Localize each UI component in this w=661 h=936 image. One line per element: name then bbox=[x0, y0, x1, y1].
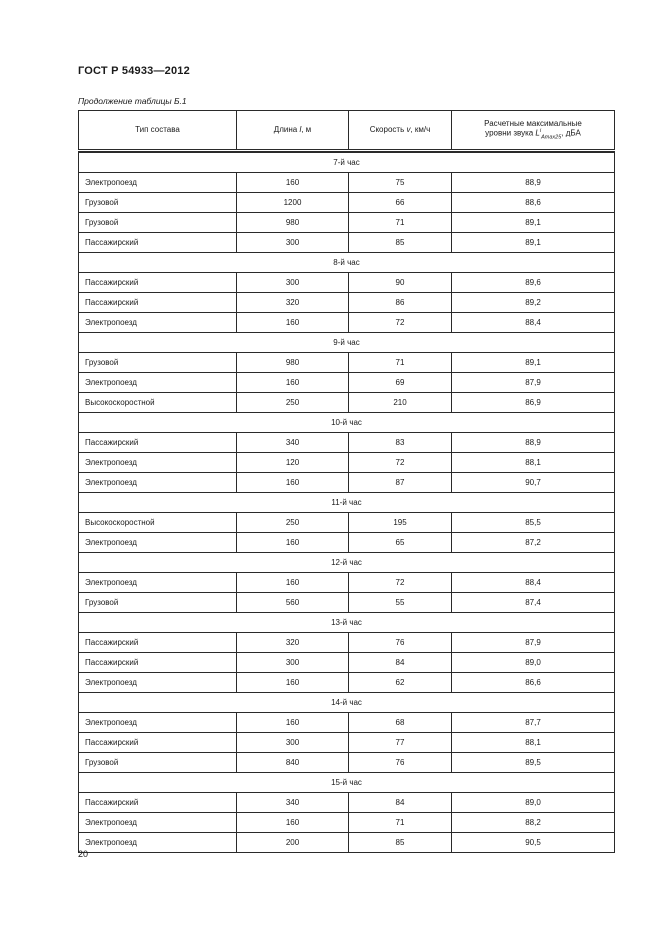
cell-length: 160 bbox=[237, 173, 349, 193]
cell-speed: 72 bbox=[349, 313, 452, 333]
cell-length: 160 bbox=[237, 373, 349, 393]
cell-sound-level: 89,6 bbox=[452, 273, 615, 293]
hour-label: 7-й час bbox=[79, 153, 615, 173]
cell-train-type: Грузовой bbox=[79, 353, 237, 373]
cell-train-type: Грузовой bbox=[79, 193, 237, 213]
hour-group-row bbox=[79, 773, 615, 793]
cell-train-type: Пассажирский bbox=[79, 293, 237, 313]
table-row bbox=[79, 653, 615, 673]
cell-speed: 85 bbox=[349, 833, 452, 853]
page-number: 20 bbox=[78, 849, 89, 859]
cell-sound-level: 89,1 bbox=[452, 213, 615, 233]
cell-length: 300 bbox=[237, 733, 349, 753]
hour-label: 12-й час bbox=[79, 553, 615, 573]
table-row bbox=[79, 433, 615, 453]
cell-speed: 71 bbox=[349, 813, 452, 833]
table-row bbox=[79, 713, 615, 733]
table-caption: Продолжение таблицы Б.1 bbox=[78, 96, 187, 106]
table-row bbox=[79, 633, 615, 653]
cell-length: 250 bbox=[237, 513, 349, 533]
cell-speed: 86 bbox=[349, 293, 452, 313]
cell-speed: 71 bbox=[349, 213, 452, 233]
hour-group-row bbox=[79, 413, 615, 433]
cell-train-type: Электропоезд bbox=[79, 453, 237, 473]
column-header-length: Длина l, м bbox=[237, 111, 349, 151]
cell-train-type: Электропоезд bbox=[79, 673, 237, 693]
cell-speed: 77 bbox=[349, 733, 452, 753]
cell-length: 320 bbox=[237, 633, 349, 653]
hour-group-row bbox=[79, 693, 615, 713]
cell-length: 160 bbox=[237, 713, 349, 733]
cell-train-type: Электропоезд bbox=[79, 473, 237, 493]
cell-speed: 66 bbox=[349, 193, 452, 213]
hour-label: 14-й час bbox=[79, 693, 615, 713]
cell-train-type: Пассажирский bbox=[79, 273, 237, 293]
cell-length: 340 bbox=[237, 433, 349, 453]
cell-train-type: Высокоскоростной bbox=[79, 513, 237, 533]
cell-sound-level: 89,1 bbox=[452, 233, 615, 253]
cell-length: 840 bbox=[237, 753, 349, 773]
cell-train-type: Грузовой bbox=[79, 753, 237, 773]
table-row bbox=[79, 753, 615, 773]
cell-train-type: Грузовой bbox=[79, 593, 237, 613]
cell-speed: 195 bbox=[349, 513, 452, 533]
table-row bbox=[79, 813, 615, 833]
cell-length: 300 bbox=[237, 233, 349, 253]
cell-train-type: Грузовой bbox=[79, 213, 237, 233]
cell-train-type: Пассажирский bbox=[79, 633, 237, 653]
hour-group-row bbox=[79, 253, 615, 273]
cell-sound-level: 88,2 bbox=[452, 813, 615, 833]
cell-speed: 72 bbox=[349, 573, 452, 593]
cell-length: 200 bbox=[237, 833, 349, 853]
cell-speed: 65 bbox=[349, 533, 452, 553]
table-body bbox=[79, 153, 615, 853]
hour-group-row bbox=[79, 493, 615, 513]
cell-sound-level: 89,0 bbox=[452, 653, 615, 673]
table-row bbox=[79, 453, 615, 473]
table-row bbox=[79, 793, 615, 813]
cell-train-type: Высокоскоростной bbox=[79, 393, 237, 413]
column-header-type: Тип состава bbox=[79, 111, 237, 151]
cell-train-type: Пассажирский bbox=[79, 653, 237, 673]
cell-sound-level: 89,0 bbox=[452, 793, 615, 813]
cell-sound-level: 87,7 bbox=[452, 713, 615, 733]
column-header-sound-level: Расчетные максимальные уровни звука $L^i_{Amax25}$, дБА bbox=[452, 111, 615, 151]
hour-label: 9-й час bbox=[79, 333, 615, 353]
cell-train-type: Электропоезд bbox=[79, 573, 237, 593]
table-row bbox=[79, 313, 615, 333]
column-header-speed: Скорость v, км/ч bbox=[349, 111, 452, 151]
table-row bbox=[79, 173, 615, 193]
cell-length: 320 bbox=[237, 293, 349, 313]
cell-sound-level: 88,1 bbox=[452, 733, 615, 753]
cell-sound-level: 88,9 bbox=[452, 173, 615, 193]
cell-length: 120 bbox=[237, 453, 349, 473]
hour-group-row bbox=[79, 153, 615, 173]
cell-sound-level: 87,4 bbox=[452, 593, 615, 613]
cell-speed: 75 bbox=[349, 173, 452, 193]
cell-speed: 69 bbox=[349, 373, 452, 393]
cell-train-type: Пассажирский bbox=[79, 793, 237, 813]
cell-sound-level: 90,7 bbox=[452, 473, 615, 493]
cell-speed: 76 bbox=[349, 633, 452, 653]
cell-sound-level: 88,4 bbox=[452, 573, 615, 593]
cell-speed: 84 bbox=[349, 793, 452, 813]
table-row bbox=[79, 513, 615, 533]
table-row bbox=[79, 293, 615, 313]
hour-label: 10-й час bbox=[79, 413, 615, 433]
cell-speed: 72 bbox=[349, 453, 452, 473]
table-row bbox=[79, 273, 615, 293]
cell-train-type: Электропоезд bbox=[79, 173, 237, 193]
document-title: ГОСТ Р 54933—2012 bbox=[78, 65, 190, 77]
cell-length: 1200 bbox=[237, 193, 349, 213]
cell-length: 160 bbox=[237, 813, 349, 833]
hour-group-row bbox=[79, 553, 615, 573]
table-row bbox=[79, 733, 615, 753]
table-header bbox=[79, 111, 615, 153]
cell-speed: 76 bbox=[349, 753, 452, 773]
hour-label: 8-й час bbox=[79, 253, 615, 273]
cell-sound-level: 87,2 bbox=[452, 533, 615, 553]
cell-train-type: Электропоезд bbox=[79, 833, 237, 853]
cell-length: 160 bbox=[237, 573, 349, 593]
cell-length: 560 bbox=[237, 593, 349, 613]
cell-sound-level: 88,1 bbox=[452, 453, 615, 473]
cell-sound-level: 86,9 bbox=[452, 393, 615, 413]
hour-group-row bbox=[79, 333, 615, 353]
cell-sound-level: 87,9 bbox=[452, 633, 615, 653]
cell-length: 340 bbox=[237, 793, 349, 813]
cell-speed: 55 bbox=[349, 593, 452, 613]
hour-group-row bbox=[79, 613, 615, 633]
cell-sound-level: 85,5 bbox=[452, 513, 615, 533]
cell-sound-level: 87,9 bbox=[452, 373, 615, 393]
table-row bbox=[79, 213, 615, 233]
cell-length: 300 bbox=[237, 273, 349, 293]
cell-speed: 90 bbox=[349, 273, 452, 293]
table-row bbox=[79, 573, 615, 593]
table-row bbox=[79, 233, 615, 253]
cell-train-type: Электропоезд bbox=[79, 813, 237, 833]
cell-train-type: Пассажирский bbox=[79, 433, 237, 453]
cell-train-type: Пассажирский bbox=[79, 233, 237, 253]
table-row bbox=[79, 393, 615, 413]
cell-length: 160 bbox=[237, 533, 349, 553]
cell-speed: 68 bbox=[349, 713, 452, 733]
hour-label: 13-й час bbox=[79, 613, 615, 633]
cell-train-type: Пассажирский bbox=[79, 733, 237, 753]
cell-train-type: Электропоезд bbox=[79, 713, 237, 733]
table-row bbox=[79, 673, 615, 693]
cell-sound-level: 88,9 bbox=[452, 433, 615, 453]
cell-length: 250 bbox=[237, 393, 349, 413]
table-row bbox=[79, 353, 615, 373]
cell-sound-level: 89,5 bbox=[452, 753, 615, 773]
table-row bbox=[79, 533, 615, 553]
cell-sound-level: 89,2 bbox=[452, 293, 615, 313]
cell-length: 980 bbox=[237, 353, 349, 373]
cell-speed: 87 bbox=[349, 473, 452, 493]
cell-speed: 83 bbox=[349, 433, 452, 453]
cell-train-type: Электропоезд bbox=[79, 313, 237, 333]
cell-train-type: Электропоезд bbox=[79, 533, 237, 553]
cell-speed: 85 bbox=[349, 233, 452, 253]
cell-length: 160 bbox=[237, 673, 349, 693]
cell-sound-level: 88,4 bbox=[452, 313, 615, 333]
table-row bbox=[79, 193, 615, 213]
cell-sound-level: 86,6 bbox=[452, 673, 615, 693]
cell-speed: 210 bbox=[349, 393, 452, 413]
cell-length: 300 bbox=[237, 653, 349, 673]
cell-sound-level: 90,5 bbox=[452, 833, 615, 853]
table-row bbox=[79, 593, 615, 613]
cell-train-type: Электропоезд bbox=[79, 373, 237, 393]
cell-length: 980 bbox=[237, 213, 349, 233]
hour-label: 11-й час bbox=[79, 493, 615, 513]
cell-sound-level: 89,1 bbox=[452, 353, 615, 373]
cell-speed: 84 bbox=[349, 653, 452, 673]
cell-length: 160 bbox=[237, 473, 349, 493]
cell-length: 160 bbox=[237, 313, 349, 333]
cell-speed: 71 bbox=[349, 353, 452, 373]
train-noise-table bbox=[78, 110, 615, 853]
hour-label: 15-й час bbox=[79, 773, 615, 793]
cell-speed: 62 bbox=[349, 673, 452, 693]
table-row bbox=[79, 833, 615, 853]
table-row bbox=[79, 473, 615, 493]
table-row bbox=[79, 373, 615, 393]
cell-sound-level: 88,6 bbox=[452, 193, 615, 213]
